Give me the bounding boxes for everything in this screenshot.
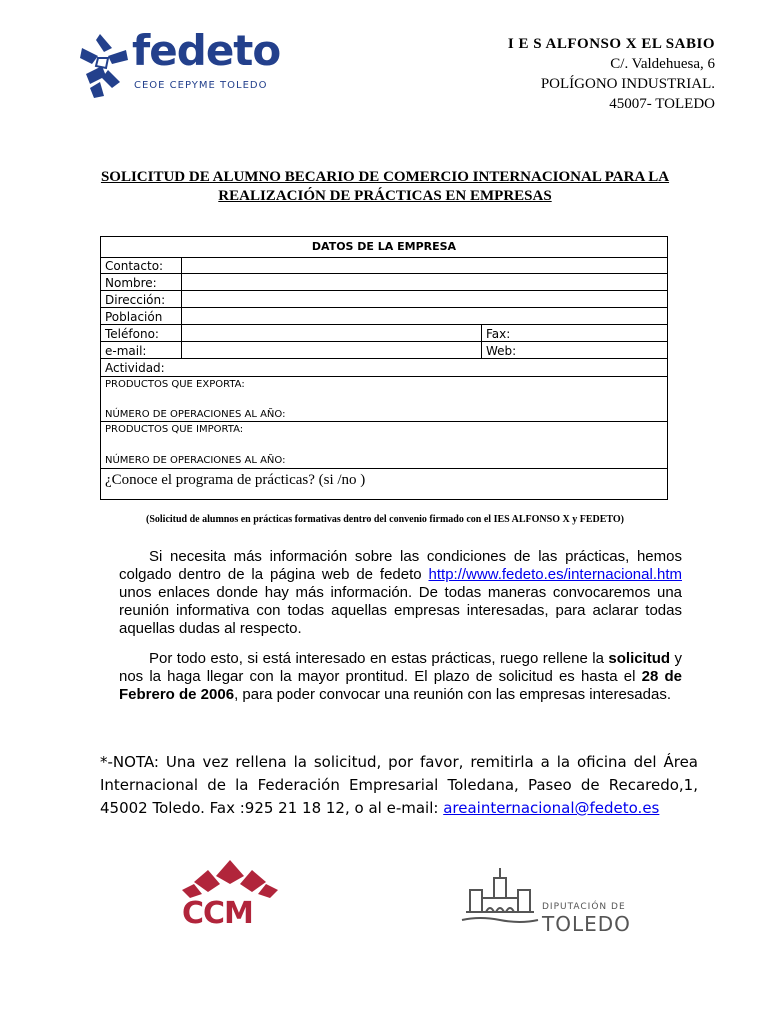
dip-line-1: DIPUTACIÓN DE: [542, 902, 626, 912]
email-row[interactable]: [101, 342, 667, 359]
dip-line-2: TOLEDO: [542, 912, 631, 936]
deadline-date: 28 de Febrero de 2006: [119, 668, 683, 703]
document-title: [60, 168, 710, 206]
direccion-label: Dirección:: [105, 293, 166, 307]
telefono-row[interactable]: [101, 325, 667, 342]
info-paragraph: [119, 548, 682, 638]
para1-text-cont: unos enlaces donde hay más información. De todas maneras convocaremos una reunión informativa con todas aquellas empresas interesadas, para aclarar todas aquellas dudas al respecto.: [119, 584, 682, 637]
diputacion-logo: [460, 862, 638, 936]
ccm-logo: [180, 860, 280, 932]
para2-text-end: , para poder convocar una reunión con las empresas interesadas.: [234, 686, 671, 703]
actividad-label: Actividad:: [105, 361, 165, 375]
contacto-label: Contacto:: [105, 259, 164, 273]
fedeto-wordmark: fedeto: [132, 26, 281, 75]
direccion-row[interactable]: [101, 291, 667, 308]
productos-importa-label: PRODUCTOS QUE IMPORTA:: [105, 424, 244, 435]
fedeto-logo: [78, 26, 281, 102]
address-line: POLÍGONO INDUSTRIAL.: [540, 76, 715, 92]
convenio-note: (Solicitud de alumnos en prácticas formativas dentro del convenio firmado con el IES ALFONSO X y FEDETO): [146, 514, 624, 525]
solicitud-bold: solicitud: [608, 650, 671, 667]
address-line: 45007- TOLEDO: [609, 96, 715, 112]
para2-text-cont: y nos la haga llegar con la mayor prontitud. El plazo de solicitud es hasta el: [119, 650, 683, 685]
num-op-importa-label: NÚMERO DE OPERACIONES AL AÑO:: [105, 455, 286, 466]
school-address: [508, 34, 715, 114]
actividad-row[interactable]: [101, 359, 667, 376]
importa-block[interactable]: [101, 422, 667, 469]
email-label: e-mail:: [105, 344, 147, 358]
nota-paragraph: [100, 751, 698, 820]
fedeto-emblem-icon: [78, 30, 134, 100]
address-line: I E S ALFONSO X EL SABIO: [507, 36, 715, 52]
para1-text: Si necesita más información sobre las condiciones de las prácticas, hemos colgado dentro de la página web de fedeto: [119, 548, 682, 583]
exporta-block[interactable]: [101, 376, 667, 422]
address-line: C/. Valdehuesa, 6: [610, 56, 715, 72]
ccm-emblem-icon: [180, 860, 280, 900]
contacto-row[interactable]: [101, 257, 667, 274]
fedeto-link[interactable]: http://www.fedeto.es/internacional.htm: [428, 566, 682, 583]
title-line-2: REALIZACIÓN DE PRÁCTICAS EN EMPRESAS: [218, 188, 552, 204]
poblacion-label: Población: [105, 310, 163, 324]
nombre-label: Nombre:: [105, 276, 157, 290]
alcazar-building-icon: [460, 862, 540, 932]
company-data-form: [100, 236, 668, 500]
poblacion-row[interactable]: [101, 308, 667, 325]
fax-label: Fax:: [486, 327, 511, 341]
conoce-question[interactable]: ¿Conoce el programa de prácticas? (si /no ): [105, 472, 366, 488]
telefono-label: Teléfono:: [105, 327, 159, 341]
num-op-exporta-label: NÚMERO DE OPERACIONES AL AÑO:: [105, 409, 286, 420]
title-line-1: SOLICITUD DE ALUMNO BECARIO DE COMERCIO INTERNACIONAL PARA LA: [100, 169, 670, 185]
email-link[interactable]: areainternacional@fedeto.es: [443, 799, 660, 817]
nota-text: *-NOTA: Una vez rellena la solicitud, por favor, remitirla a la oficina del Área Internacional de la Federación Empresarial Toledana, Paseo de Recaredo,1, 45002 Toledo. Fax :925 21 18 12, o al e-mail:: [100, 753, 698, 817]
ccm-wordmark: CCM: [182, 896, 253, 931]
nombre-row[interactable]: [101, 274, 667, 291]
form-heading: DATOS DE LA EMPRESA: [101, 237, 667, 258]
fedeto-subtitle: CEOE CEPYME TOLEDO: [134, 80, 268, 91]
productos-exporta-label: PRODUCTOS QUE EXPORTA:: [105, 379, 245, 390]
request-paragraph: [119, 650, 682, 704]
web-label: Web:: [486, 344, 517, 358]
para2-text: Por todo esto, si está interesado en estas prácticas, ruego rellene la: [149, 650, 609, 667]
